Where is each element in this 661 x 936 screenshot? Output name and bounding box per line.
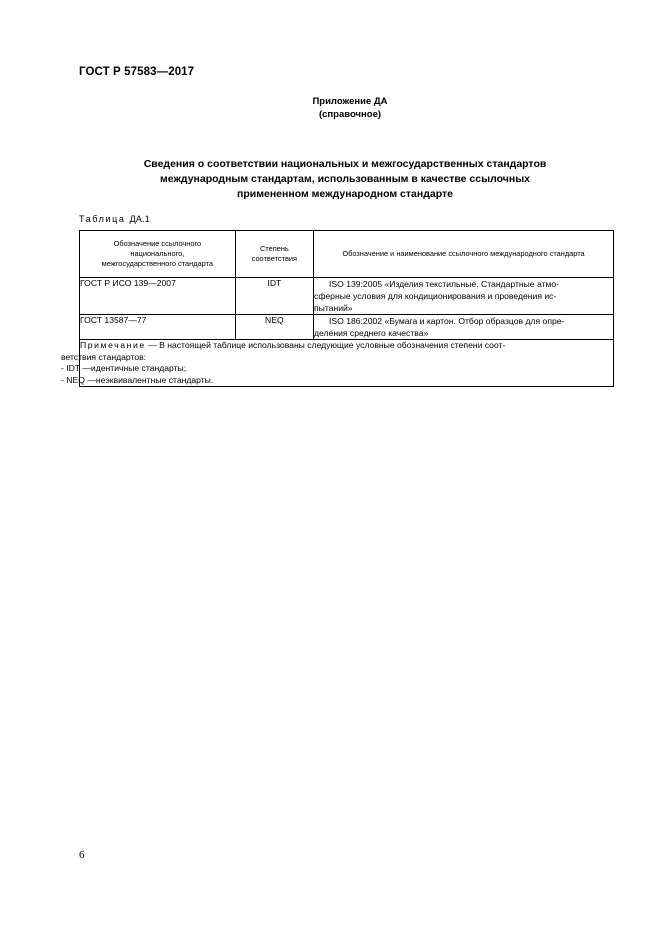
note-item: - NEQ —неэквивалентные стандарты. [61, 374, 214, 385]
header-line: национального, [130, 249, 185, 258]
international-standard-reference [314, 315, 614, 340]
reference-line: деления среднего качества» [314, 328, 429, 338]
header-national-standard [80, 231, 236, 278]
section-title-line: примененном международном стандарте [237, 188, 453, 200]
correspondence-table [61, 230, 614, 387]
reference-line: ISO 139:2005 «Изделия текстильные. Стандартные атмо- [329, 279, 560, 289]
table-caption [79, 214, 150, 224]
table-row [80, 315, 614, 340]
correspondence-degree: IDT [235, 278, 313, 315]
table-note-row [80, 340, 614, 387]
correspondence-degree: NEQ [235, 315, 313, 340]
note-item: - IDT —идентичные стандарты; [61, 363, 187, 373]
national-standard-code: ГОСТ Р ИСО 139—2007 [80, 278, 236, 315]
reference-line: пытаний» [314, 303, 353, 313]
appendix-subtitle: (справочное) [318, 109, 382, 120]
header-degree [235, 231, 313, 278]
header-line: Обозначение ссылочного [113, 239, 202, 248]
reference-line: сферные условия для кондиционирования и проведения ис- [314, 291, 557, 301]
header-line: межгосударственного стандарта [101, 259, 214, 268]
note-line [80, 340, 613, 352]
note-text: — В настоящей таблице использованы следующие условные обозначения степени соот- [145, 340, 506, 350]
header-line: Степень [259, 244, 289, 253]
appendix-title: Приложение ДА [312, 96, 388, 107]
section-title-line: Сведения о соответствии национальных и межгосударственных стандартов [143, 158, 547, 170]
international-standard-reference [314, 278, 614, 315]
header-international-standard: Обозначение и наименование ссылочного международного стандарта [314, 231, 614, 278]
note-line: ветствия стандартов: [61, 351, 147, 362]
page-number: 6 [79, 849, 85, 861]
document-header-code: ГОСТ Р 57583—2017 [79, 66, 195, 78]
table-note [61, 340, 614, 387]
note-label: Примечание [80, 340, 146, 350]
header-line: соответствия [251, 254, 298, 263]
section-title-line: международным стандартам, использованным в качестве ссылочных [159, 173, 530, 185]
table-caption-number: ДА.1 [129, 214, 151, 224]
reference-line: ISO 186:2002 «Бумага и картон. Отбор образцов для опре- [329, 316, 565, 326]
section-title [100, 157, 590, 202]
table-caption-word: Таблица [79, 214, 126, 224]
table-row [80, 278, 614, 315]
national-standard-code: ГОСТ 13587—77 [80, 315, 236, 340]
table-header-row [80, 231, 614, 278]
